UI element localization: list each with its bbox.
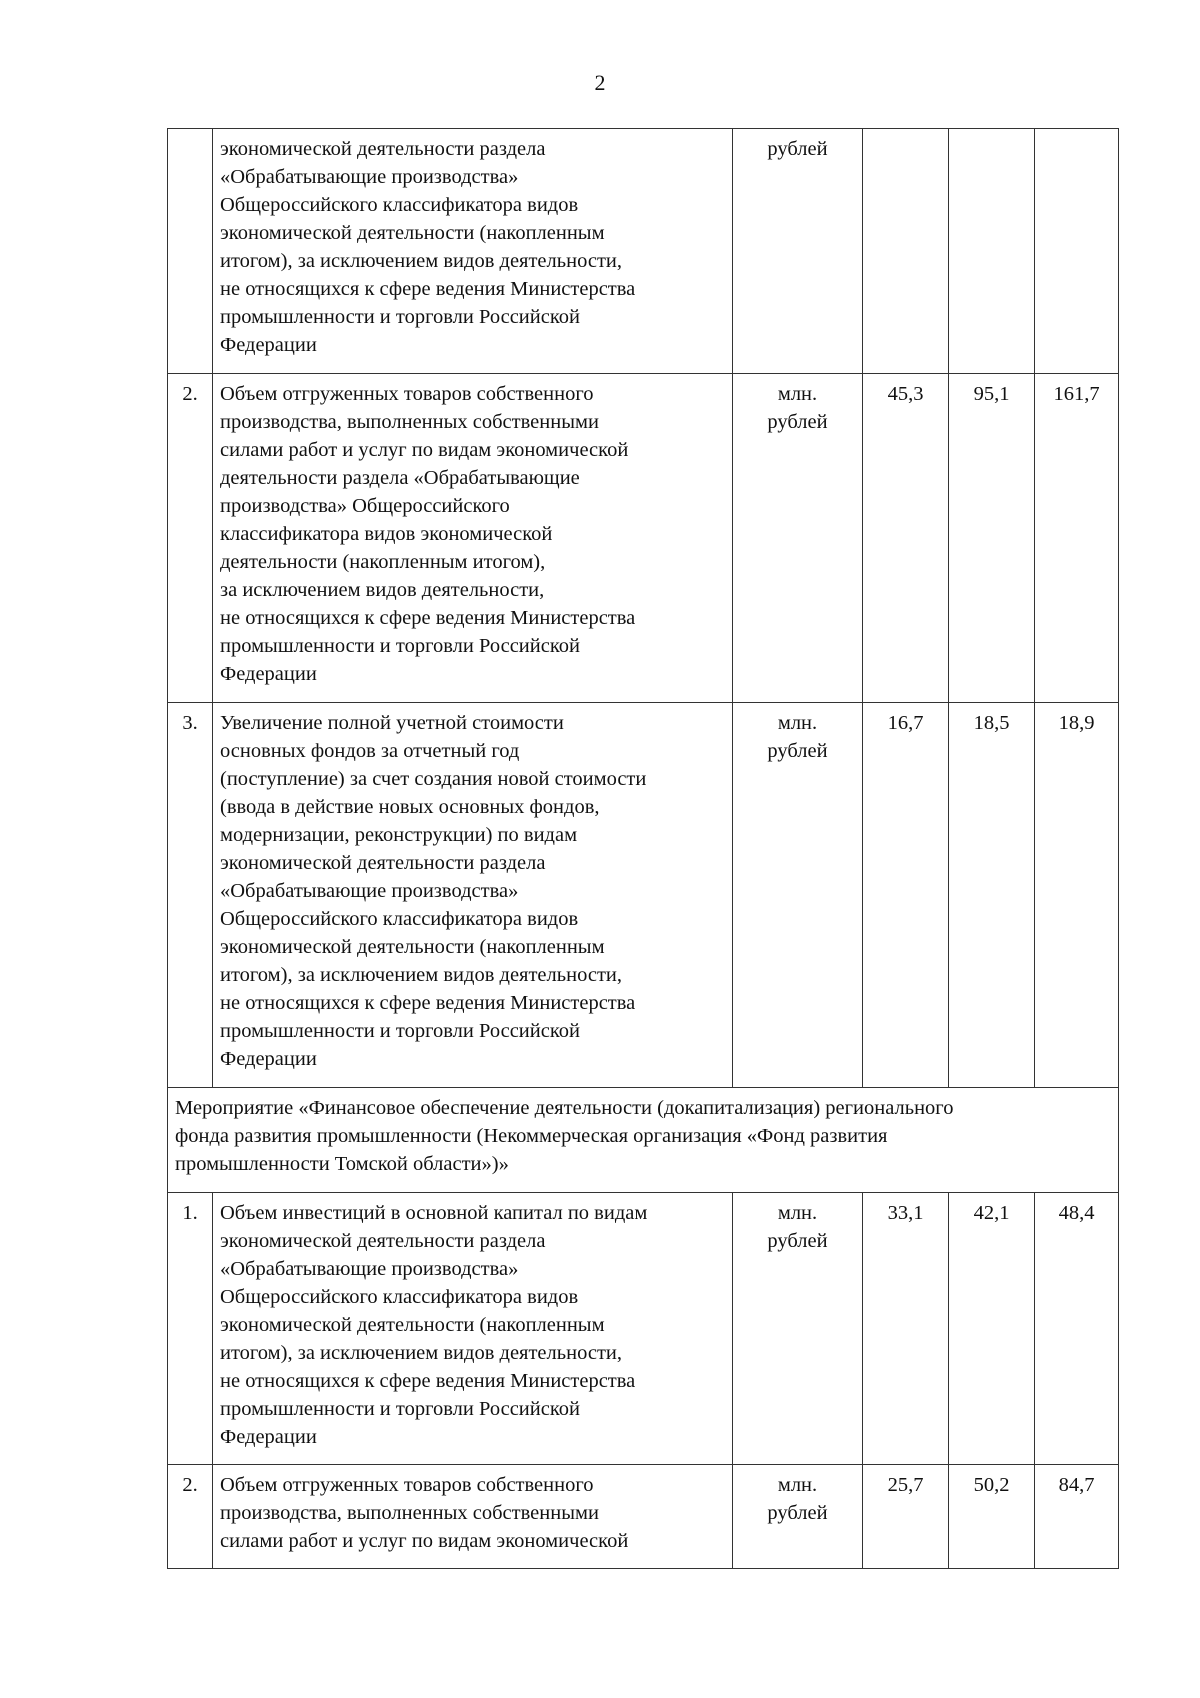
indicators-table <box>167 128 1119 1569</box>
row-number: 2. <box>168 1465 213 1569</box>
indicator-name: Объем инвестиций в основной капитал по видам экономической деятельности раздела «Обрабатывающие производства» Общероссийского классификатора видов экономической деятельности (накопленным итогом), за исключением видов деятельности, не относящихся к сфере ведения Министерства промышленности и торговли Российской Федерации <box>213 1193 733 1465</box>
value-cell: 25,7 <box>863 1465 949 1569</box>
row-number: 3. <box>168 703 213 1088</box>
unit-cell: млн. рублей <box>733 703 863 1088</box>
indicator-name: Увеличение полной учетной стоимости основных фондов за отчетный год (поступление) за счет создания новой стоимости (ввода в действие новых основных фондов, модернизации, реконструкции) по видам экономической деятельности раздела «Обрабатывающие производства» Общероссийского классификатора видов экономической деятельности (накопленным итогом), за исключением видов деятельности, не относящихся к сфере ведения Министерства промышленности и торговли Российской Федерации <box>213 703 733 1088</box>
row-number: 1. <box>168 1193 213 1465</box>
table-row <box>168 129 1119 374</box>
indicator-name: экономической деятельности раздела «Обрабатывающие производства» Общероссийского классификатора видов экономической деятельности (накопленным итогом), за исключением видов деятельности, не относящихся к сфере ведения Министерства промышленности и торговли Российской Федерации <box>213 129 733 374</box>
section-row <box>168 1088 1119 1193</box>
section-heading: Мероприятие «Финансовое обеспечение деятельности (докапитализация) регионального фонда развития промышленности (Некоммерческая организация «Фонд развития промышленности Томской области»)» <box>168 1088 1119 1193</box>
table-row <box>168 703 1119 1088</box>
value-cell <box>949 129 1035 374</box>
unit-cell: млн. рублей <box>733 1193 863 1465</box>
table-row <box>168 1465 1119 1569</box>
value-cell <box>1035 129 1119 374</box>
value-cell: 42,1 <box>949 1193 1035 1465</box>
row-number <box>168 129 213 374</box>
unit-cell: млн. рублей <box>733 1465 863 1569</box>
value-cell: 16,7 <box>863 703 949 1088</box>
table-row <box>168 1193 1119 1465</box>
page-number: 2 <box>594 70 606 95</box>
value-cell: 161,7 <box>1035 374 1119 703</box>
unit-cell: рублей <box>733 129 863 374</box>
unit-cell: млн. рублей <box>733 374 863 703</box>
value-cell: 84,7 <box>1035 1465 1119 1569</box>
table-row <box>168 374 1119 703</box>
indicator-name: Объем отгруженных товаров собственного производства, выполненных собственными силами работ и услуг по видам экономической <box>213 1465 733 1569</box>
value-cell: 95,1 <box>949 374 1035 703</box>
indicator-name: Объем отгруженных товаров собственного производства, выполненных собственными силами работ и услуг по видам экономической деятельности раздела «Обрабатывающие производства» Общероссийского классификатора видов экономической деятельности (накопленным итогом), за исключением видов деятельности, не относящихся к сфере ведения Министерства промышленности и торговли Российской Федерации <box>213 374 733 703</box>
value-cell: 45,3 <box>863 374 949 703</box>
value-cell: 50,2 <box>949 1465 1035 1569</box>
value-cell: 18,5 <box>949 703 1035 1088</box>
value-cell: 33,1 <box>863 1193 949 1465</box>
value-cell: 48,4 <box>1035 1193 1119 1465</box>
row-number: 2. <box>168 374 213 703</box>
value-cell <box>863 129 949 374</box>
value-cell: 18,9 <box>1035 703 1119 1088</box>
